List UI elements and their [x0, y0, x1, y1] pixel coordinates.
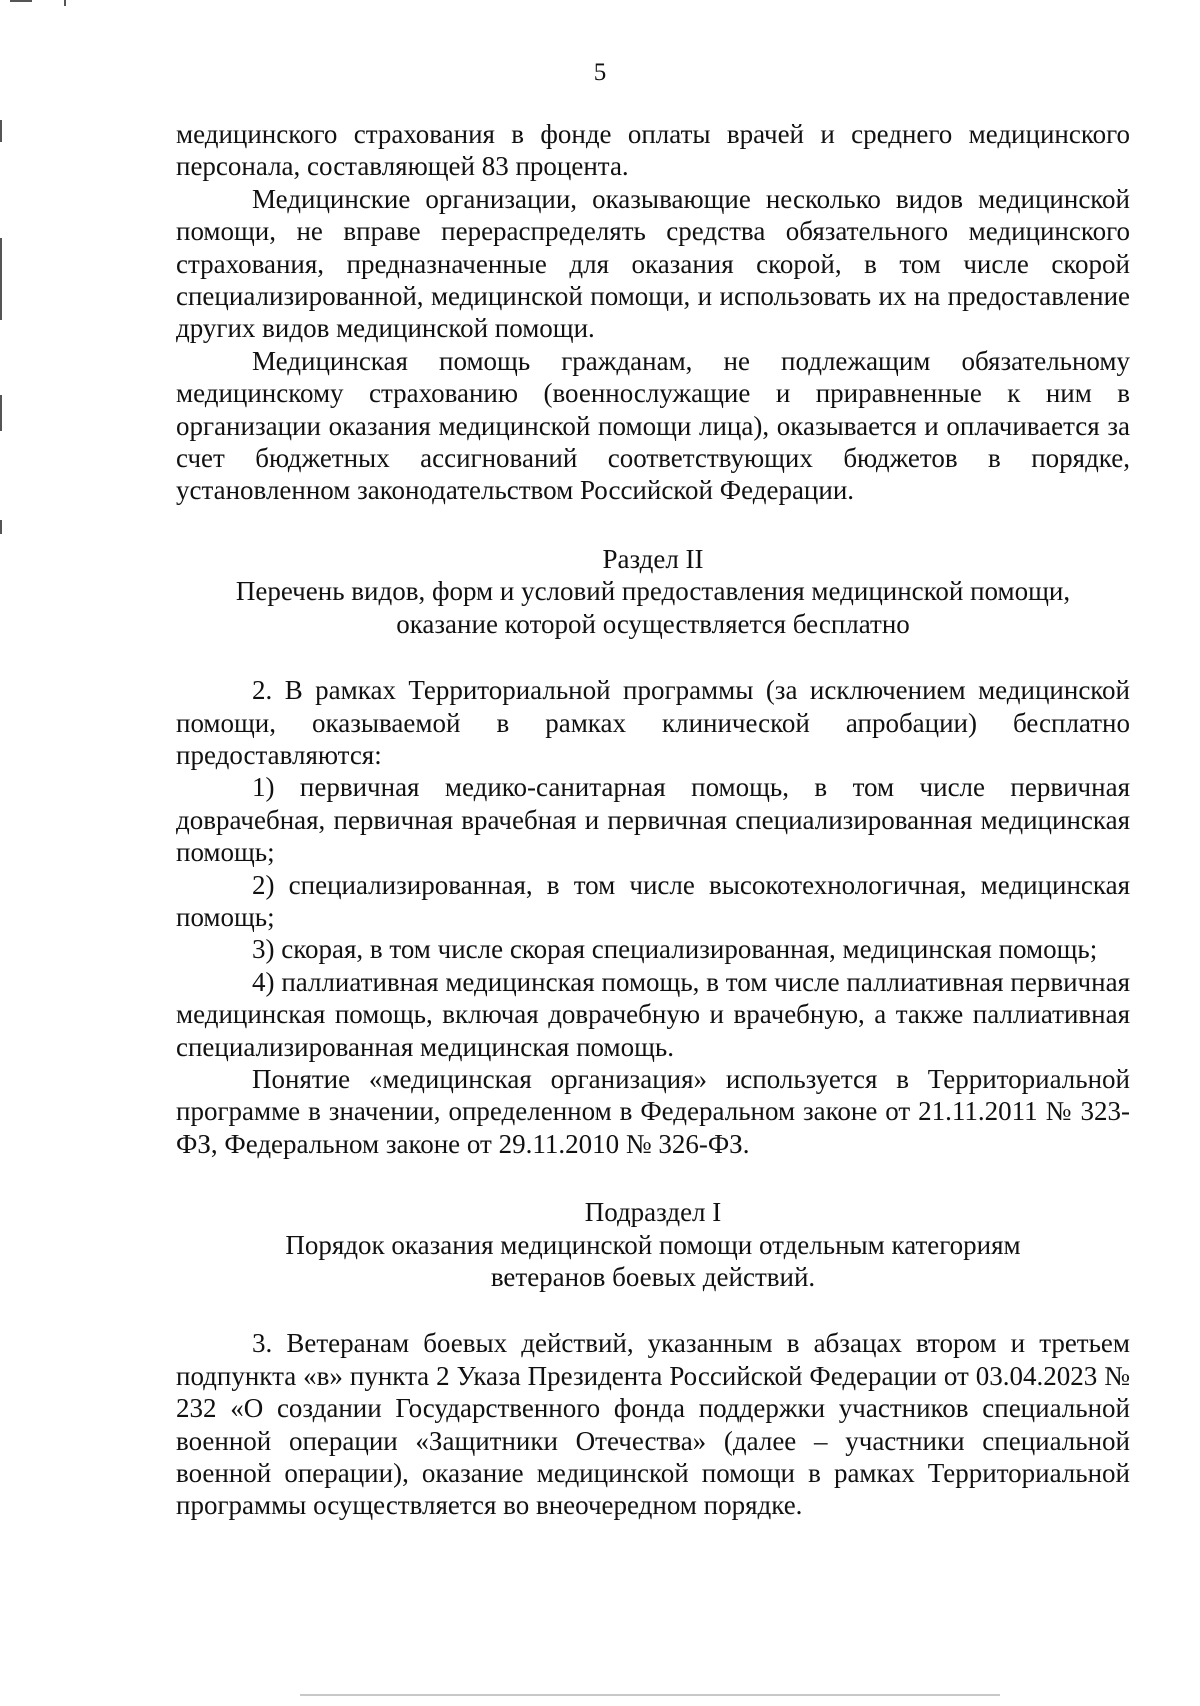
- subsection-title-line-1: Порядок оказания медицинской помощи отдельным категориям: [285, 1229, 1021, 1260]
- scan-mark-top-tick: [64, 0, 66, 6]
- list-item-4: 4) паллиативная медицинская помощь, в том числе паллиативная первичная медицинская помощь, включая доврачебную и врачебную, а также паллиативная специализированная медицинская помощь.: [176, 966, 1130, 1062]
- paragraph-item-3: 3. Ветеранам боевых действий, указанным в абзацах втором и третьем подпункта «в» пункта 2 Указа Президента Российской Федерации от 03.04.2023 № 232 «О создании Государственного фонда поддержки участников специальной военной операции «Защитники Отечества» (далее – участники специальной военной операции), оказание медицинской помощи в рамках Территориальной программы осуществляется во внеочередном порядке.: [176, 1328, 1130, 1521]
- bottom-scan-line: [300, 1694, 1000, 1696]
- page-number: 5: [593, 59, 607, 86]
- paragraph-continuation: медицинского страхования в фонде оплаты врачей и среднего медицинского персонала, составляющей 83 процента.: [176, 119, 1130, 182]
- scan-mark-left-4: [0, 520, 2, 534]
- spacer: [176, 640, 1130, 674]
- scan-mark-top-left: [10, 0, 32, 2]
- scan-mark-left-3: [0, 395, 2, 431]
- scan-mark-left-1: [0, 120, 2, 142]
- paragraph-definition: Понятие «медицинская организация» используется в Территориальной программе в значении, определенном в Федеральном законе от 21.11.2011 № 323-ФЗ, Федеральном законе от 29.11.2010 № 326-ФЗ.: [176, 1063, 1130, 1159]
- list-item-2: 2) специализированная, в том числе высокотехнологичная, медицинская помощь;: [176, 869, 1130, 932]
- spacer: [176, 507, 1130, 543]
- paragraph-item-2: 2. В рамках Территориальной программы (за исключением медицинской помощи, оказываемой в рамках клинической апробации) бесплатно предоставляются:: [176, 675, 1130, 770]
- spacer: [176, 1293, 1130, 1327]
- subsection-title-line-2: ветеранов боевых действий.: [490, 1262, 816, 1292]
- subsection-label: Подраздел I: [584, 1197, 722, 1228]
- document-body: [176, 118, 1130, 1522]
- section-title-line-1: Перечень видов, форм и условий предоставления медицинской помощи,: [235, 576, 1071, 607]
- paragraph-military-care: Медицинская помощь гражданам, не подлежащим обязательному медицинскому страхованию (военнослужащие и приравненные к ним в организации оказания медицинской помощи лица), оказывается и оплачивается за счет бюджетных ассигнований соответствующих бюджетов в порядке, установленном законодательством Российской Федерации.: [176, 345, 1130, 506]
- section-title-line-2: оказание которой осуществляется бесплатно: [396, 608, 910, 639]
- list-item-1: 1) первичная медико-санитарная помощь, в том числе первичная доврачебная, первичная врачебная и первичная специализированная медицинская помощь;: [176, 772, 1130, 868]
- section-label: Раздел II: [602, 543, 704, 574]
- list-item-3: 3) скорая, в том числе скорая специализированная, медицинская помощь;: [252, 934, 1098, 965]
- spacer: [176, 1160, 1130, 1196]
- paragraph-redistribution: Медицинские организации, оказывающие несколько видов медицинской помощи, не вправе перераспределять средства обязательного медицинского страхования, предназначенные для оказания скорой, в том числе скорой специализированной, медицинской помощи, и использовать их на предоставление других видов медицинской помощи.: [176, 183, 1130, 344]
- scan-mark-left-2: [0, 238, 2, 320]
